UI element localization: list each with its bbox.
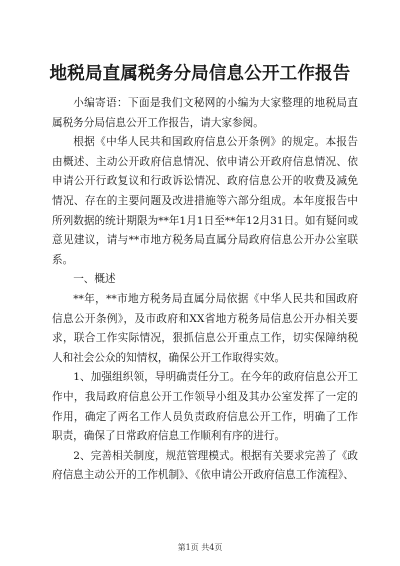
organization-paragraph: 1、加强组织领，导明确责任分工。在今年的政府信息公开工作中，我局政府信息公开工作领导小组及其办公室发挥了一定的作用，确定了两名工作人员负责政府信息公开工作，明确了工作职责，确保了日常政府信息工作顺利有序的进行。 <box>52 371 358 443</box>
system-paragraph: 2、完善相关制度，规范管理模式。根据有关要求完善了《政府信息主动公开的工作机制》、《依申请公开政府信息工作流程》、 <box>52 449 358 482</box>
basis-paragraph: 根据《中华人民共和国政府信息公开条例》的规定。本报告由概述、主动公开政府信息情况、依申请公开政府信息情况、依申请公开行政复议和行政诉讼情况、政府信息公开的收费及减免情况、存在的主要问题及改进措施等六部分组成。本年度报告中所列数据的统计期限为**年1月1日至**年12月31日。如有疑问或意见建议，请与**市地方税务局直属分局政府信息公开办公室联系。 <box>52 136 358 266</box>
document-title: 地税局直属税务分局信息公开工作报告 <box>49 64 351 84</box>
page-number: 第1页 共4页 <box>177 543 223 552</box>
intro-paragraph: 小编寄语：下面是我们文秘网的小编为大家整理的地税局直属税务分局信息公开工作报告，请大家参阅。 <box>52 97 358 129</box>
document-body <box>52 94 358 486</box>
overview-paragraph: **年，**市地方税务局直属分局依据《中华人民共和国政府信息公开条例》，及市政府和XX省地方税务局信息公开办相关要求，联合工作实际情况，狠抓信息公开重点工作，切实保障纳税人和社会公众的知情权，确保公开工作取得实效。 <box>52 292 358 364</box>
section-heading-overview: 一、概述 <box>73 273 116 286</box>
